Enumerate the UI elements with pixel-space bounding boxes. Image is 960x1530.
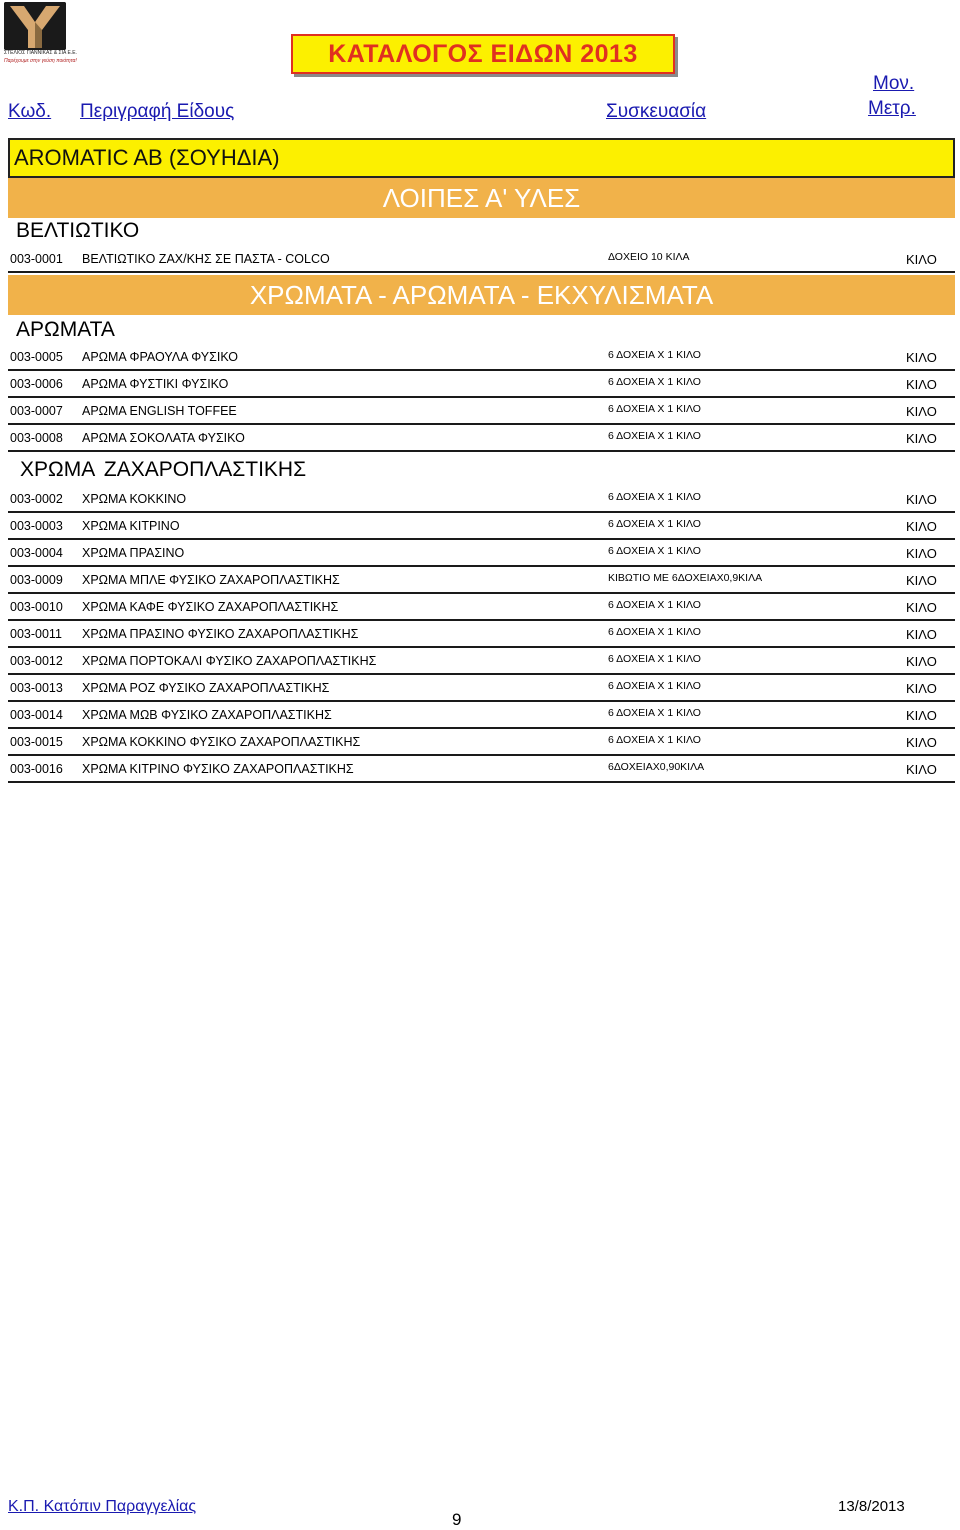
item-code: 003-0010 <box>10 600 63 614</box>
item-description: ΒΕΛΤΙΩΤΙΚΟ ΖΑΧ/ΚΗΣ ΣΕ ΠΑΣΤΑ - COLCO <box>82 252 330 266</box>
item-unit: ΚΙΛΟ <box>906 519 937 534</box>
item-packaging: 6 ΔΟΧΕΙΑ Χ 1 ΚΙΛΟ <box>608 403 701 415</box>
item-packaging: 6 ΔΟΧΕΙΑ Χ 1 ΚΙΛΟ <box>608 349 701 361</box>
table-row <box>8 487 955 513</box>
section-title-flavors: ΑΡΩΜΑΤΑ <box>16 318 115 341</box>
item-packaging: ΚΙΒΩΤΙΟ ΜΕ 6ΔΟΧΕΙΑΧ0,9ΚΙΛΑ <box>608 572 763 584</box>
category-band-label: ΛΟΙΠΕΣ Α' ΥΛΕΣ <box>382 182 581 213</box>
item-unit: ΚΙΛΟ <box>906 627 937 642</box>
item-description: ΧΡΩΜΑ ΚΙΤΡΙΝΟ <box>82 519 180 533</box>
item-code: 003-0015 <box>10 735 63 749</box>
item-description: ΧΡΩΜΑ ΠΟΡΤΟΚΑΛΙ ΦΥΣΙΚΟ ΖΑΧΑΡΟΠΛΑΣΤΙΚΗΣ <box>82 654 377 668</box>
catalog-title-box <box>291 34 675 74</box>
item-code: 003-0003 <box>10 519 63 533</box>
item-description: ΑΡΩΜΑ ΣΟΚΟΛΑΤΑ ΦΥΣΙΚΟ <box>82 431 245 445</box>
supplier-name: AROMATIC AB (ΣΟΥΗΔΙΑ) <box>14 145 280 170</box>
item-unit: ΚΙΛΟ <box>906 546 937 561</box>
item-description: ΧΡΩΜΑ ΜΠΛΕ ΦΥΣΙΚΟ ΖΑΧΑΡΟΠΛΑΣΤΙΚΗΣ <box>82 573 340 587</box>
item-unit: ΚΙΛΟ <box>906 762 937 777</box>
item-packaging: 6 ΔΟΧΕΙΑ Χ 1 ΚΙΛΟ <box>608 376 701 388</box>
table-row <box>8 345 955 371</box>
item-unit: ΚΙΛΟ <box>906 600 937 615</box>
item-unit: ΚΙΛΟ <box>906 350 937 365</box>
item-unit: ΚΙΛΟ <box>906 708 937 723</box>
footer-date: 13/8/2013 <box>838 1498 905 1515</box>
item-packaging: 6 ΔΟΧΕΙΑ Χ 1 ΚΙΛΟ <box>608 518 701 530</box>
item-unit: ΚΙΛΟ <box>906 377 937 392</box>
table-row <box>8 757 955 783</box>
item-packaging: 6ΔΟΧΕΙΑΧ0,90ΚΙΛΑ <box>608 761 705 773</box>
category-band-label: ΧΡΩΜΑΤΑ - ΑΡΩΜΑΤΑ - ΕΚΧΥΛΙΣΜΑΤΑ <box>249 279 714 310</box>
item-packaging: 6 ΔΟΧΕΙΑ Χ 1 ΚΙΛΟ <box>608 734 701 746</box>
item-packaging: ΔΟΧΕΙΟ 10 ΚΙΛΑ <box>608 251 690 263</box>
item-code: 003-0008 <box>10 431 63 445</box>
table-row <box>8 622 955 648</box>
item-description: ΧΡΩΜΑ ΚΑΦΕ ΦΥΣΙΚΟ ΖΑΧΑΡΟΠΛΑΣΤΙΚΗΣ <box>82 600 339 614</box>
column-header-description: Περιγραφή Είδους <box>80 101 235 122</box>
item-unit: ΚΙΛΟ <box>906 654 937 669</box>
item-packaging: 6 ΔΟΧΕΙΑ Χ 1 ΚΙΛΟ <box>608 680 701 692</box>
item-code: 003-0014 <box>10 708 63 722</box>
table-row <box>8 568 955 594</box>
item-code: 003-0005 <box>10 350 63 364</box>
item-code: 003-0007 <box>10 404 63 418</box>
item-code: 003-0011 <box>10 627 62 641</box>
item-unit: ΚΙΛΟ <box>906 492 937 507</box>
logo-mark-icon <box>4 2 66 50</box>
item-code: 003-0004 <box>10 546 63 560</box>
item-code: 003-0001 <box>10 252 63 266</box>
item-description: ΧΡΩΜΑ ΚΙΤΡΙΝΟ ΦΥΣΙΚΟ ΖΑΧΑΡΟΠΛΑΣΤΙΚΗΣ <box>82 762 354 776</box>
category-band-colors-flavors <box>8 275 955 315</box>
item-packaging: 6 ΔΟΧΕΙΑ Χ 1 ΚΙΛΟ <box>608 599 701 611</box>
item-unit: ΚΙΛΟ <box>906 573 937 588</box>
table-row <box>8 399 955 425</box>
section-title-improver: ΒΕΛΤΙΩΤΙΚΟ <box>16 219 140 242</box>
item-description: ΑΡΩΜΑ ENGLISH TOFFEE <box>82 404 237 418</box>
item-description: ΧΡΩΜΑ ΚΟΚΚΙΝΟ <box>82 492 187 506</box>
item-packaging: 6 ΔΟΧΕΙΑ Χ 1 ΚΙΛΟ <box>608 545 701 557</box>
table-row <box>8 730 955 756</box>
table-row <box>8 372 955 398</box>
item-description: ΧΡΩΜΑ ΜΩΒ ΦΥΣΙΚΟ ΖΑΧΑΡΟΠΛΑΣΤΙΚΗΣ <box>82 708 332 722</box>
table-row <box>8 514 955 540</box>
item-description: ΧΡΩΜΑ ΡΟΖ ΦΥΣΙΚΟ ΖΑΧΑΡΟΠΛΑΣΤΙΚΗΣ <box>82 681 330 695</box>
section-title-pastry-colors: ΧΡΩΜΑ ΖΑΧΑΡΟΠΛΑΣΤΙΚΗΣ <box>20 458 307 481</box>
logo-slogan: Παρέχουμε στην γεύση ποιότητα! <box>4 58 77 64</box>
item-description: ΑΡΩΜΑ ΦΡΑΟΥΛΑ ΦΥΣΙΚΟ <box>82 350 238 364</box>
footer-order-note: Κ.Π. Κατόπιν Παραγγελίας <box>8 1498 197 1515</box>
table-row <box>8 541 955 567</box>
table-row <box>8 247 955 273</box>
item-code: 003-0013 <box>10 681 63 695</box>
table-row <box>8 595 955 621</box>
item-packaging: 6 ΔΟΧΕΙΑ Χ 1 ΚΙΛΟ <box>608 626 701 638</box>
item-packaging: 6 ΔΟΧΕΙΑ Χ 1 ΚΙΛΟ <box>608 707 701 719</box>
item-unit: ΚΙΛΟ <box>906 404 937 419</box>
column-header-code: Κωδ. <box>8 101 52 122</box>
item-code: 003-0009 <box>10 573 63 587</box>
item-unit: ΚΙΛΟ <box>906 735 937 750</box>
logo-company-name: ΣΤΕΛΙΟΣ ΓΙΑΝΝΙΚΑΣ & ΣΙΑ Ε.Ε. <box>4 50 77 56</box>
item-description: ΑΡΩΜΑ ΦΥΣΤΙΚΙ ΦΥΣΙΚΟ <box>82 377 229 391</box>
table-row <box>8 703 955 729</box>
table-row <box>8 426 955 452</box>
company-logo <box>4 2 77 70</box>
column-header-unit-line2: Μετρ. <box>868 98 916 119</box>
item-code: 003-0006 <box>10 377 63 391</box>
item-code: 003-0016 <box>10 762 63 776</box>
catalog-title: ΚΑΤΑΛΟΓΟΣ ΕΙΔΩΝ 2013 <box>328 39 638 68</box>
table-row <box>8 649 955 675</box>
item-description: ΧΡΩΜΑ ΠΡΑΣΙΝΟ <box>82 546 185 560</box>
item-packaging: 6 ΔΟΧΕΙΑ Χ 1 ΚΙΛΟ <box>608 430 701 442</box>
item-packaging: 6 ΔΟΧΕΙΑ Χ 1 ΚΙΛΟ <box>608 653 701 665</box>
item-code: 003-0002 <box>10 492 63 506</box>
item-code: 003-0012 <box>10 654 63 668</box>
column-header-packaging: Συσκευασία <box>606 101 707 122</box>
category-band-other-materials <box>8 178 955 218</box>
item-description: ΧΡΩΜΑ ΠΡΑΣΙΝΟ ΦΥΣΙΚΟ ΖΑΧΑΡΟΠΛΑΣΤΙΚΗΣ <box>82 627 359 641</box>
column-header-unit-line1: Μον. <box>873 73 915 94</box>
item-unit: ΚΙΛΟ <box>906 252 937 267</box>
item-unit: ΚΙΛΟ <box>906 431 937 446</box>
table-row <box>8 676 955 702</box>
supplier-bar <box>8 138 955 178</box>
item-packaging: 6 ΔΟΧΕΙΑ Χ 1 ΚΙΛΟ <box>608 491 701 503</box>
item-description: ΧΡΩΜΑ ΚΟΚΚΙΝΟ ΦΥΣΙΚΟ ΖΑΧΑΡΟΠΛΑΣΤΙΚΗΣ <box>82 735 361 749</box>
item-unit: ΚΙΛΟ <box>906 681 937 696</box>
page-number: 9 <box>452 1510 462 1529</box>
